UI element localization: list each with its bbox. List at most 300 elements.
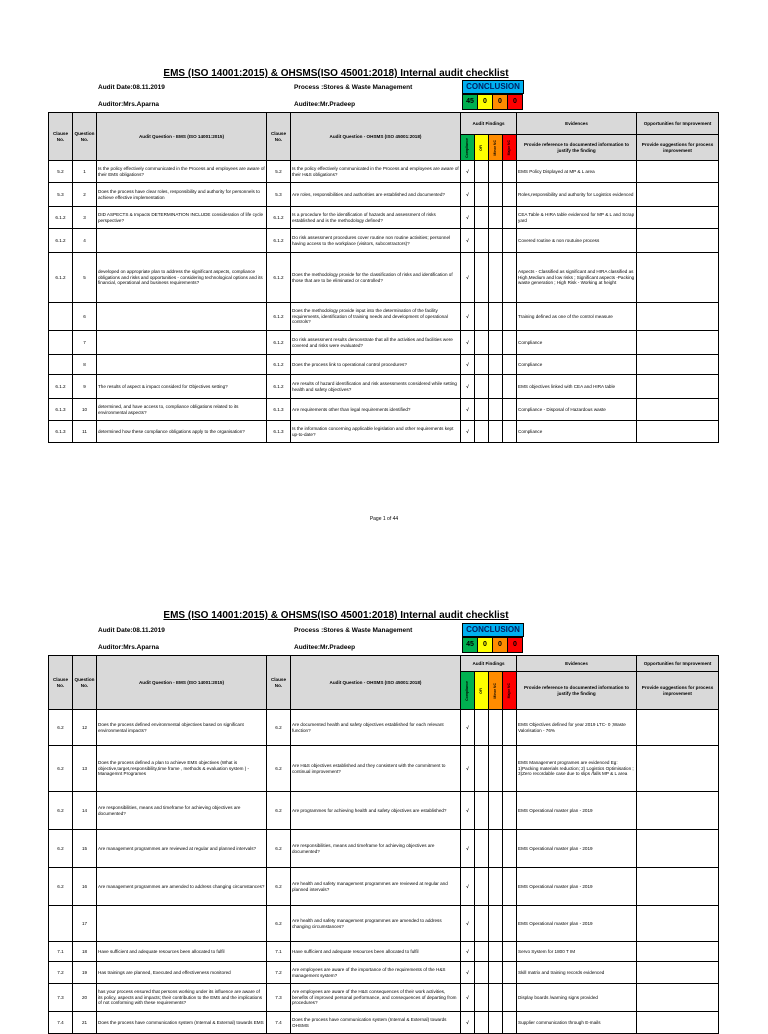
ofi-cell	[475, 253, 489, 303]
ems-question-cell: determined how these compliance obligations apply to the organisation?	[97, 421, 267, 443]
clause-no-cell: 7.1	[49, 942, 73, 962]
clause-no-2-cell: 7.2	[267, 962, 291, 984]
ofi-cell	[475, 399, 489, 421]
evidence-cell: Skill matrix and training records evidenced	[517, 962, 637, 984]
ofi-cell	[475, 984, 489, 1012]
ofi-cell	[475, 355, 489, 375]
question-no-cell: 21	[73, 1012, 97, 1034]
table-row	[49, 942, 719, 962]
ems-question-cell: developed on appropriate plan to address the significant aspects, compliance obligations and risks and opportunities - considering technological options and its financial, operational and business requirements?	[97, 253, 267, 303]
clause-no-2-cell: 6.2	[267, 746, 291, 792]
evidence-cell: Compliance - Disposal of Hazardous waste	[517, 399, 637, 421]
ems-question-cell	[97, 355, 267, 375]
minor-nc-cell	[489, 868, 503, 906]
ems-question-cell: Have sufficient and adequate resources been allocated to fulfil	[97, 942, 267, 962]
conclusion-major-count: 0	[507, 94, 523, 110]
table-row	[49, 207, 719, 229]
opportunity-cell	[637, 355, 719, 375]
minor-nc-cell	[489, 207, 503, 229]
clause-no-2-cell: 5.3	[267, 183, 291, 207]
clause-no-2-cell: 6.1.2	[267, 331, 291, 355]
col-evidences: Evidences	[517, 656, 637, 672]
ohsms-question-cell: Are programmes for achieving health and safety objectives are established?	[291, 792, 461, 830]
ofi-cell	[475, 303, 489, 331]
ofi-cell	[475, 1012, 489, 1034]
auditor-name-2: Auditor:Mrs.Aparna	[98, 644, 160, 651]
major-nc-cell	[503, 207, 517, 229]
table-row	[49, 906, 719, 942]
ems-question-cell: Are management programmes are reviewed at regular and planned intervals?	[97, 830, 267, 868]
evidence-cell: EMS Management programes are evidenced Eg: 1)Packing materials reduction; 2) Logistics Optimisation ; 3)Zero recordable case due to slips /falls MP & L area	[517, 746, 637, 792]
question-no-cell: 20	[73, 984, 97, 1012]
col-major-nc: Major NC	[503, 135, 517, 161]
clause-no-cell: 7.3	[49, 984, 73, 1012]
question-no-cell: 4	[73, 229, 97, 253]
evidence-cell: EMS Operational master plan - 2019	[517, 868, 637, 906]
conclusion-ofi-count: 0	[477, 94, 493, 110]
col-clause-no-2: Clause No.	[267, 656, 291, 710]
ofi-cell	[475, 207, 489, 229]
table-row	[49, 375, 719, 399]
clause-no-cell: 6.2	[49, 710, 73, 746]
compliance-tick: √	[461, 207, 475, 229]
clause-no-cell: 6.1.2	[49, 375, 73, 399]
table-row	[49, 161, 719, 183]
opportunity-cell	[637, 746, 719, 792]
col-ohsms-question: Audit Question - OHSMS (ISO 45001:2018)	[291, 656, 461, 710]
compliance-tick: √	[461, 355, 475, 375]
table-row	[49, 868, 719, 906]
major-nc-cell	[503, 161, 517, 183]
clause-no-2-cell: 6.1.2	[267, 375, 291, 399]
process-name-2: Process :Stores & Waste Management	[294, 627, 413, 634]
opportunity-cell	[637, 161, 719, 183]
major-nc-cell	[503, 253, 517, 303]
ofi-cell	[475, 830, 489, 868]
evidence-cell: Supplier communication through E-mails	[517, 1012, 637, 1034]
compliance-tick: √	[461, 962, 475, 984]
opportunity-cell	[637, 942, 719, 962]
conclusion-minor-count: 0	[492, 94, 508, 110]
col-ofi-finding: OFI	[475, 135, 489, 161]
page-gap	[0, 560, 768, 600]
clause-no-cell: 6.2	[49, 746, 73, 792]
ohsms-question-cell: Does the process link to operational control procedures?	[291, 355, 461, 375]
minor-nc-cell	[489, 830, 503, 868]
ems-question-cell: Has trainings are planned, Executed and effectiveness monitored	[97, 962, 267, 984]
col-major-nc: Major NC	[503, 672, 517, 710]
opportunity-cell	[637, 962, 719, 984]
question-no-cell: 17	[73, 906, 97, 942]
compliance-tick: √	[461, 942, 475, 962]
conclusion-compliance-count-2: 45	[462, 637, 478, 653]
compliance-tick: √	[461, 161, 475, 183]
checklist-table	[48, 112, 719, 443]
page-2	[0, 600, 768, 1028]
major-nc-cell	[503, 710, 517, 746]
col-ems-question: Audit Question - EMS (ISO 14001:2015)	[97, 113, 267, 161]
table-row	[49, 962, 719, 984]
col-question-no: Question No.	[73, 113, 97, 161]
evidence-cell: Servo System for 1800 T IM	[517, 942, 637, 962]
minor-nc-cell	[489, 710, 503, 746]
audit-date: Audit Date:08.11.2019	[98, 84, 165, 91]
ems-question-cell	[97, 906, 267, 942]
minor-nc-cell	[489, 303, 503, 331]
minor-nc-cell	[489, 229, 503, 253]
question-no-cell: 18	[73, 942, 97, 962]
major-nc-cell	[503, 421, 517, 443]
col-ohsms-question: Audit Question - OHSMS (ISO 45001:2018)	[291, 113, 461, 161]
conclusion-compliance-count: 45	[462, 94, 478, 110]
major-nc-cell	[503, 355, 517, 375]
clause-no-cell: 6.1.3	[49, 399, 73, 421]
compliance-tick: √	[461, 868, 475, 906]
auditee-name: Auditee:Mr.Pradeep	[294, 101, 356, 108]
opportunity-cell	[637, 710, 719, 746]
ohsms-question-cell: Do risk assessment results demonstrate that all the activities and facilities were covered and risks were evaluated?	[291, 331, 461, 355]
major-nc-cell	[503, 792, 517, 830]
compliance-tick: √	[461, 253, 475, 303]
minor-nc-cell	[489, 1012, 503, 1034]
table-row	[49, 984, 719, 1012]
col-clause-no-2: Clause No.	[267, 113, 291, 161]
ofi-cell	[475, 868, 489, 906]
ofi-cell	[475, 710, 489, 746]
major-nc-cell	[503, 942, 517, 962]
major-nc-cell	[503, 303, 517, 331]
evidence-cell: Roles,responsibility and authority for Logistics evidenced	[517, 183, 637, 207]
table-row	[49, 303, 719, 331]
compliance-tick: √	[461, 746, 475, 792]
opportunity-cell	[637, 331, 719, 355]
clause-no-cell: 6.2	[49, 868, 73, 906]
col-clause-no: Clause No.	[49, 656, 73, 710]
major-nc-cell	[503, 375, 517, 399]
clause-no-2-cell: 6.1.2	[267, 207, 291, 229]
question-no-cell: 1	[73, 161, 97, 183]
opportunity-cell	[637, 868, 719, 906]
major-nc-cell	[503, 906, 517, 942]
ofi-cell	[475, 183, 489, 207]
ofi-cell	[475, 746, 489, 792]
ohsms-question-cell: Are results of hazard identification and risk assessments considered while setting health and safety objectives?	[291, 375, 461, 399]
evidence-cell: Compliance	[517, 331, 637, 355]
page-title-2: EMS (ISO 14001:2015) & OHSMS(ISO 45001:2018) Internal audit checklist	[163, 610, 509, 621]
ems-question-cell: Does the process have communication system (Internal & External) towards EMS	[97, 1012, 267, 1034]
ohsms-question-cell: Does the methodology provide for the classification of risks and identification of those that are to be eliminated or controlled?	[291, 253, 461, 303]
opportunity-cell	[637, 906, 719, 942]
compliance-tick: √	[461, 399, 475, 421]
compliance-tick: √	[461, 792, 475, 830]
compliance-tick: √	[461, 183, 475, 207]
conclusion-label: CONCLUSION	[462, 80, 524, 94]
col-audit-findings: Audit Findings	[461, 656, 517, 672]
clause-no-2-cell: 6.2	[267, 906, 291, 942]
ems-question-cell: The results of aspect & impact considerd for Objectives setting?	[97, 375, 267, 399]
clause-no-2-cell: 6.2	[267, 710, 291, 746]
opportunity-cell	[637, 1012, 719, 1034]
minor-nc-cell	[489, 355, 503, 375]
question-no-cell: 12	[73, 710, 97, 746]
ems-question-cell	[97, 331, 267, 355]
ofi-cell	[475, 792, 489, 830]
col-compliance: Compliance	[461, 135, 475, 161]
col-minor-nc: Minor NC	[489, 135, 503, 161]
page-footer: Page 1 of 44	[369, 516, 399, 522]
clause-no-cell: 6.1.2	[49, 207, 73, 229]
ohsms-question-cell: Does the process have communication system (Internal & External) towards OHSMS	[291, 1012, 461, 1034]
compliance-tick: √	[461, 710, 475, 746]
opportunity-cell	[637, 399, 719, 421]
ems-question-cell	[97, 303, 267, 331]
clause-no-2-cell: 6.2	[267, 830, 291, 868]
question-no-cell: 7	[73, 331, 97, 355]
col-question-no: Question No.	[73, 656, 97, 710]
major-nc-cell	[503, 868, 517, 906]
opportunity-cell	[637, 375, 719, 399]
clause-no-2-cell: 6.1.2	[267, 229, 291, 253]
clause-no-cell: 7.2	[49, 962, 73, 984]
clause-no-cell: 5.2	[49, 161, 73, 183]
minor-nc-cell	[489, 375, 503, 399]
table-row	[49, 399, 719, 421]
ohsms-question-cell: Are employees are aware of the H&S consequences of their work activities, benefits of improved personal performance, and consequences of departing from procedures?	[291, 984, 461, 1012]
major-nc-cell	[503, 183, 517, 207]
minor-nc-cell	[489, 984, 503, 1012]
clause-no-cell: 7.4	[49, 1012, 73, 1034]
clause-no-cell: 6.1.2	[49, 229, 73, 253]
minor-nc-cell	[489, 331, 503, 355]
clause-no-cell	[49, 303, 73, 331]
major-nc-cell	[503, 399, 517, 421]
clause-no-cell	[49, 906, 73, 942]
evidence-cell: EMS objectives linked with CEA and HIRA table	[517, 375, 637, 399]
ohsms-question-cell: Are documented health and safety objectives established for each relevant function?	[291, 710, 461, 746]
evidence-cell: EMS Operational master plan - 2019	[517, 830, 637, 868]
clause-no-2-cell: 7.3	[267, 984, 291, 1012]
ems-question-cell	[97, 229, 267, 253]
conclusion-ofi-count-2: 0	[477, 637, 493, 653]
compliance-tick: √	[461, 906, 475, 942]
col-ofi-sub: Provide suggestions for process improvement	[637, 135, 719, 161]
ofi-cell	[475, 962, 489, 984]
opportunity-cell	[637, 229, 719, 253]
ohsms-question-cell: Are responsibilities, means and timeframe for achieving objectives are documented?	[291, 830, 461, 868]
compliance-tick: √	[461, 303, 475, 331]
col-evidences-sub: Provide reference to documented information to justify the finding	[517, 135, 637, 161]
ems-question-cell: DID ASPECTS & Impacts DETERMINATION INCLUDE consideration of life cycle perspective?	[97, 207, 267, 229]
opportunity-cell	[637, 303, 719, 331]
question-no-cell: 3	[73, 207, 97, 229]
question-no-cell: 15	[73, 830, 97, 868]
clause-no-2-cell: 7.1	[267, 942, 291, 962]
question-no-cell: 11	[73, 421, 97, 443]
minor-nc-cell	[489, 746, 503, 792]
col-ofi: Opportunities for Improvement	[637, 113, 719, 135]
evidence-cell: EMS Operational master plan - 2019	[517, 906, 637, 942]
col-minor-nc: Minor NC	[489, 672, 503, 710]
col-audit-findings: Audit Findings	[461, 113, 517, 135]
ohsms-question-cell: Are health and safety management programmes are reviewed at regular and planned intervals?	[291, 868, 461, 906]
minor-nc-cell	[489, 161, 503, 183]
compliance-tick: √	[461, 830, 475, 868]
auditor-name: Auditor:Mrs.Aparna	[98, 101, 160, 108]
clause-no-2-cell: 6.1.2	[267, 355, 291, 375]
checklist-table-2	[48, 655, 719, 1034]
ohsms-question-cell: Do risk assessment procedures cover routine non routine activities; personnel having access to the workplace (visitors, subcontractors)?	[291, 229, 461, 253]
ofi-cell	[475, 161, 489, 183]
ohsms-question-cell: Are roles, responsibilities and authorities are established and documented?	[291, 183, 461, 207]
col-evidences: Evidences	[517, 113, 637, 135]
compliance-tick: √	[461, 229, 475, 253]
minor-nc-cell	[489, 399, 503, 421]
clause-no-2-cell: 6.1.3	[267, 421, 291, 443]
opportunity-cell	[637, 984, 719, 1012]
clause-no-cell: 6.2	[49, 792, 73, 830]
minor-nc-cell	[489, 942, 503, 962]
table-row	[49, 183, 719, 207]
major-nc-cell	[503, 984, 517, 1012]
ofi-cell	[475, 375, 489, 399]
ems-question-cell: determined, and have access to, compliance obligations related to its environmental aspects?	[97, 399, 267, 421]
major-nc-cell	[503, 962, 517, 984]
minor-nc-cell	[489, 183, 503, 207]
clause-no-2-cell: 7.4	[267, 1012, 291, 1034]
ems-question-cell: Is the policy effectively communicated in the Process and employees are aware of their EMS obligations?	[97, 161, 267, 183]
ems-question-cell: Does the process defined a plan to achieve EMS objectives (What is objective,target,responsibility,time frame , methods & evaluation system ) - Managemnt Programes	[97, 746, 267, 792]
col-clause-no: Clause No.	[49, 113, 73, 161]
opportunity-cell	[637, 253, 719, 303]
ohsms-question-cell: Are employees are aware of the importance of the requirements of the H&S management system?	[291, 962, 461, 984]
question-no-cell: 19	[73, 962, 97, 984]
opportunity-cell	[637, 207, 719, 229]
compliance-tick: √	[461, 1012, 475, 1034]
conclusion-minor-count-2: 0	[492, 637, 508, 653]
table-row	[49, 253, 719, 303]
table-row	[49, 1012, 719, 1034]
minor-nc-cell	[489, 962, 503, 984]
ohsms-question-cell: Is the information concerning applicable legislation and other requirements kept up-to-date?	[291, 421, 461, 443]
col-ofi: Opportunities for Improvement	[637, 656, 719, 672]
ohsms-question-cell: Does the methodology provide input into the determination of the facility requirements, identification of training needs and development of operational controls?	[291, 303, 461, 331]
clause-no-cell	[49, 355, 73, 375]
evidence-cell: Compliance	[517, 355, 637, 375]
evidence-cell: EMS Policy Displayed at MP & L area	[517, 161, 637, 183]
question-no-cell: 13	[73, 746, 97, 792]
evidence-cell: Compliance	[517, 421, 637, 443]
major-nc-cell	[503, 229, 517, 253]
ofi-cell	[475, 942, 489, 962]
ofi-cell	[475, 331, 489, 355]
evidence-cell: Display boards /warning signs provided	[517, 984, 637, 1012]
table-row	[49, 229, 719, 253]
clause-no-cell: 5.3	[49, 183, 73, 207]
ohsms-question-cell: Are health and safety management programmes are amended to address changing circumstances?	[291, 906, 461, 942]
ems-question-cell: Are responsibilities, means and timeframe for achieving objectives are documented?	[97, 792, 267, 830]
table-row	[49, 421, 719, 443]
minor-nc-cell	[489, 253, 503, 303]
minor-nc-cell	[489, 906, 503, 942]
evidence-cell: CEA Table & HIRA table evidenced for MP & L and Scrap yard	[517, 207, 637, 229]
question-no-cell: 6	[73, 303, 97, 331]
question-no-cell: 8	[73, 355, 97, 375]
ems-question-cell: Does the process have clear roles, responsibility and authority for personnels to achieve effective implementation	[97, 183, 267, 207]
ems-question-cell: Are management programmes are amended to address changing circumstances?	[97, 868, 267, 906]
question-no-cell: 2	[73, 183, 97, 207]
clause-no-cell	[49, 331, 73, 355]
col-evidences-sub: Provide reference to documented information to justify the finding	[517, 672, 637, 710]
opportunity-cell	[637, 792, 719, 830]
evidence-cell: Covered routine & non routuine process	[517, 229, 637, 253]
ofi-cell	[475, 421, 489, 443]
clause-no-2-cell: 6.1.3	[267, 399, 291, 421]
clause-no-2-cell: 6.1.2	[267, 253, 291, 303]
table-row	[49, 331, 719, 355]
evidence-cell: Training defined as one of the control measure	[517, 303, 637, 331]
question-no-cell: 10	[73, 399, 97, 421]
col-ofi-sub: Provide suggestions for process improvement	[637, 672, 719, 710]
compliance-tick: √	[461, 331, 475, 355]
ohsms-question-cell: Is a procedure for the identification of hazards and assessment of risks established and is the methodology defined?	[291, 207, 461, 229]
compliance-tick: √	[461, 984, 475, 1012]
question-no-cell: 14	[73, 792, 97, 830]
ohsms-question-cell: Are H&S objectives established and they consistent with the commitment to continual improvement?	[291, 746, 461, 792]
conclusion-label-2: CONCLUSION	[462, 623, 524, 637]
clause-no-cell: 6.1.2	[49, 253, 73, 303]
conclusion-major-count-2: 0	[507, 637, 523, 653]
minor-nc-cell	[489, 421, 503, 443]
table-row	[49, 792, 719, 830]
ofi-cell	[475, 906, 489, 942]
ems-question-cell: has your process ensured that persons working under its influence are aware of its policy, aspects and impacts; their contribution to the EMS and the implications of not conforming with these requirements?	[97, 984, 267, 1012]
audit-date-2: Audit Date:08.11.2019	[98, 627, 165, 634]
opportunity-cell	[637, 183, 719, 207]
ohsms-question-cell: Have sufficient and adequate resources been allocated to fulfil	[291, 942, 461, 962]
clause-no-cell: 6.2	[49, 830, 73, 868]
col-compliance: Compliance	[461, 672, 475, 710]
ohsms-question-cell: Is the policy effectively communicated in the Process and employees are aware of their H&S obligations?	[291, 161, 461, 183]
opportunity-cell	[637, 421, 719, 443]
compliance-tick: √	[461, 421, 475, 443]
clause-no-2-cell: 6.2	[267, 868, 291, 906]
major-nc-cell	[503, 1012, 517, 1034]
evidence-cell: Aspects - Classified as significant and HIRA classified as High,Medium and low risks ; Significant aspects -Packing waste generation ; High Risk - Working at height	[517, 253, 637, 303]
table-row	[49, 830, 719, 868]
clause-no-2-cell: 6.2	[267, 792, 291, 830]
process-name: Process :Stores & Waste Management	[294, 84, 413, 91]
col-ofi-finding: OFI	[475, 672, 489, 710]
minor-nc-cell	[489, 792, 503, 830]
table-row	[49, 355, 719, 375]
ems-question-cell: Does the process defined environmental objectives based on significant environmental impacts?	[97, 710, 267, 746]
opportunity-cell	[637, 830, 719, 868]
table-row	[49, 710, 719, 746]
question-no-cell: 16	[73, 868, 97, 906]
table-row	[49, 746, 719, 792]
page-title: EMS (ISO 14001:2015) & OHSMS(ISO 45001:2018) Internal audit checklist	[163, 68, 509, 79]
clause-no-cell: 6.1.3	[49, 421, 73, 443]
major-nc-cell	[503, 331, 517, 355]
auditee-name-2: Auditee:Mr.Pradeep	[294, 644, 356, 651]
compliance-tick: √	[461, 375, 475, 399]
question-no-cell: 9	[73, 375, 97, 399]
ohsms-question-cell: Are requirements other than legal requirements identified?	[291, 399, 461, 421]
question-no-cell: 5	[73, 253, 97, 303]
evidence-cell: EMS Objectives defined for year 2019 LTC- 0 ;Waste Valorisation - 76%	[517, 710, 637, 746]
major-nc-cell	[503, 830, 517, 868]
clause-no-2-cell: 6.1.2	[267, 303, 291, 331]
